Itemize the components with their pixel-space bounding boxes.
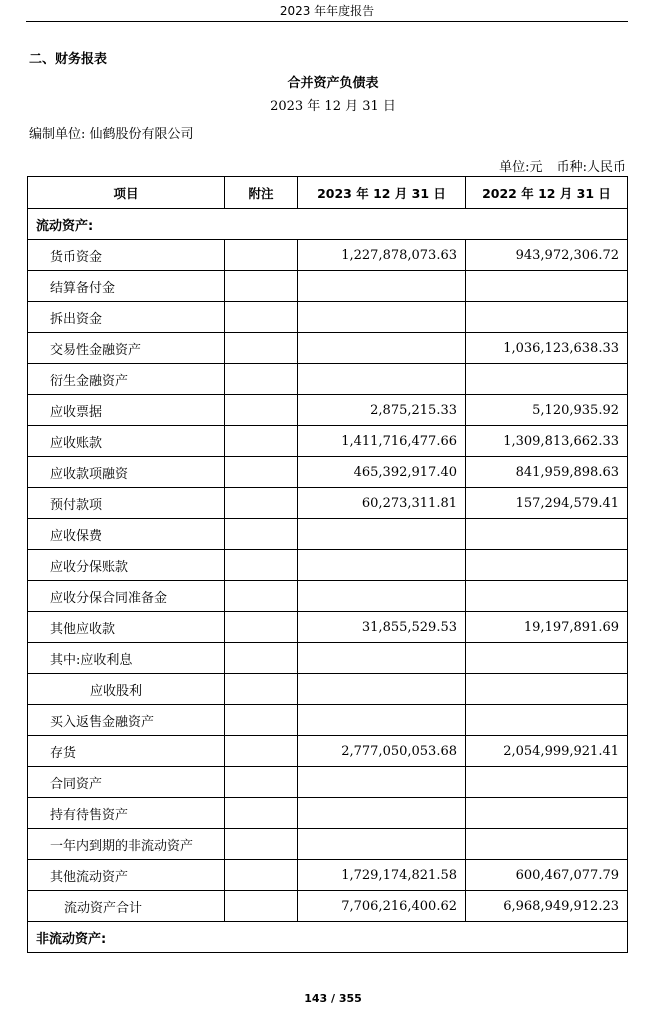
section-label: 非流动资产: <box>28 922 628 953</box>
row-value-2022: 5,120,935.92 <box>466 395 628 426</box>
row-note <box>225 488 298 519</box>
row-note <box>225 240 298 271</box>
row-label: 衍生金融资产 <box>28 364 225 395</box>
unit-label: 单位:元 <box>499 160 543 175</box>
row-note <box>225 674 298 705</box>
row-value-2023 <box>298 674 466 705</box>
section-title: 二、财务报表 <box>29 52 108 67</box>
row-note <box>225 364 298 395</box>
table-row <box>28 426 628 457</box>
table-row <box>28 519 628 550</box>
row-value-2023 <box>298 643 466 674</box>
row-label: 应收款项融资 <box>28 457 225 488</box>
row-value-2023 <box>298 705 466 736</box>
row-label: 交易性金融资产 <box>28 333 225 364</box>
row-note <box>225 271 298 302</box>
row-value-2023 <box>298 519 466 550</box>
header-2023: 2023 年 12 月 31 日 <box>298 177 466 209</box>
report-title: 2023 年年度报告 <box>279 4 375 18</box>
row-value-2023 <box>298 364 466 395</box>
row-value-2022: 6,968,949,912.23 <box>466 891 628 922</box>
row-value-2023 <box>298 271 466 302</box>
header-item: 项目 <box>28 177 225 209</box>
section-row-current-assets <box>28 209 628 240</box>
row-note <box>225 302 298 333</box>
row-label: 应收股利 <box>28 674 225 705</box>
row-value-2023 <box>298 302 466 333</box>
row-value-2023: 60,273,311.81 <box>298 488 466 519</box>
row-label: 拆出资金 <box>28 302 225 333</box>
row-value-2023: 2,875,215.33 <box>298 395 466 426</box>
row-note <box>225 457 298 488</box>
row-value-2022 <box>466 271 628 302</box>
row-value-2023: 2,777,050,053.68 <box>298 736 466 767</box>
row-value-2022: 19,197,891.69 <box>466 612 628 643</box>
row-value-2023 <box>298 829 466 860</box>
table-row <box>28 302 628 333</box>
table-row <box>28 550 628 581</box>
row-note <box>225 612 298 643</box>
row-label: 应收票据 <box>28 395 225 426</box>
row-note <box>225 891 298 922</box>
section-row-noncurrent-assets <box>28 922 628 953</box>
row-value-2023 <box>298 550 466 581</box>
table-row <box>28 364 628 395</box>
table-row <box>28 705 628 736</box>
row-label: 货币资金 <box>28 240 225 271</box>
table-row <box>28 767 628 798</box>
table-row <box>28 643 628 674</box>
row-value-2023 <box>298 581 466 612</box>
row-note <box>225 736 298 767</box>
row-value-2022: 1,036,123,638.33 <box>466 333 628 364</box>
page-header <box>26 0 628 22</box>
row-value-2022: 600,467,077.79 <box>466 860 628 891</box>
row-value-2022 <box>466 519 628 550</box>
table-row <box>28 829 628 860</box>
table-row <box>28 581 628 612</box>
currency-label: 币种:人民币 <box>556 160 626 175</box>
row-value-2022 <box>466 581 628 612</box>
table-row <box>28 674 628 705</box>
row-value-2023 <box>298 333 466 364</box>
row-value-2022 <box>466 550 628 581</box>
row-value-2022: 841,959,898.63 <box>466 457 628 488</box>
table-row <box>28 488 628 519</box>
row-label: 预付款项 <box>28 488 225 519</box>
row-label: 应收分保合同准备金 <box>28 581 225 612</box>
row-label: 买入返售金融资产 <box>28 705 225 736</box>
row-note <box>225 426 298 457</box>
row-value-2023: 1,227,878,073.63 <box>298 240 466 271</box>
row-note <box>225 519 298 550</box>
section-label: 流动资产: <box>28 209 628 240</box>
table-row <box>28 860 628 891</box>
table-row <box>28 736 628 767</box>
table-row <box>28 271 628 302</box>
row-value-2022: 1,309,813,662.33 <box>466 426 628 457</box>
row-value-2023: 465,392,917.40 <box>298 457 466 488</box>
table-row <box>28 612 628 643</box>
row-note <box>225 705 298 736</box>
row-value-2023: 1,729,174,821.58 <box>298 860 466 891</box>
header-note: 附注 <box>225 177 298 209</box>
page-number: 143 / 355 <box>304 992 362 1005</box>
row-value-2022 <box>466 643 628 674</box>
row-value-2023: 7,706,216,400.62 <box>298 891 466 922</box>
row-label: 其他流动资产 <box>28 860 225 891</box>
row-label: 一年内到期的非流动资产 <box>28 829 225 860</box>
row-note <box>225 798 298 829</box>
row-note <box>225 767 298 798</box>
row-value-2022 <box>466 767 628 798</box>
row-value-2022 <box>466 302 628 333</box>
row-label: 其中:应收利息 <box>28 643 225 674</box>
row-value-2023 <box>298 798 466 829</box>
row-label: 持有待售资产 <box>28 798 225 829</box>
table-row <box>28 457 628 488</box>
table-header-row <box>28 177 628 209</box>
row-label: 结算备付金 <box>28 271 225 302</box>
row-value-2023: 31,855,529.53 <box>298 612 466 643</box>
table-row <box>28 891 628 922</box>
table-row <box>28 333 628 364</box>
statement-title: 合并资产负债表 <box>287 76 379 91</box>
units-line <box>489 156 626 175</box>
row-value-2022 <box>466 364 628 395</box>
row-value-2022: 2,054,999,921.41 <box>466 736 628 767</box>
row-label: 应收保费 <box>28 519 225 550</box>
row-note <box>225 395 298 426</box>
table-row <box>28 395 628 426</box>
row-note <box>225 643 298 674</box>
row-value-2023 <box>298 767 466 798</box>
row-value-2022: 943,972,306.72 <box>466 240 628 271</box>
compiling-unit: 编制单位: 仙鹤股份有限公司 <box>29 127 194 142</box>
row-value-2022 <box>466 829 628 860</box>
table-row <box>28 798 628 829</box>
header-2022: 2022 年 12 月 31 日 <box>466 177 628 209</box>
row-label: 存货 <box>28 736 225 767</box>
row-label: 应收分保账款 <box>28 550 225 581</box>
row-value-2022: 157,294,579.41 <box>466 488 628 519</box>
row-note <box>225 333 298 364</box>
row-value-2022 <box>466 705 628 736</box>
row-label: 其他应收款 <box>28 612 225 643</box>
row-note <box>225 860 298 891</box>
row-value-2022 <box>466 798 628 829</box>
statement-date: 2023 年 12 月 31 日 <box>270 99 396 114</box>
balance-sheet-table <box>27 176 628 953</box>
row-note <box>225 581 298 612</box>
row-value-2023: 1,411,716,477.66 <box>298 426 466 457</box>
row-note <box>225 829 298 860</box>
table-row <box>28 240 628 271</box>
row-note <box>225 550 298 581</box>
row-label: 合同资产 <box>28 767 225 798</box>
row-value-2022 <box>466 674 628 705</box>
row-label: 应收账款 <box>28 426 225 457</box>
row-label: 流动资产合计 <box>28 891 225 922</box>
